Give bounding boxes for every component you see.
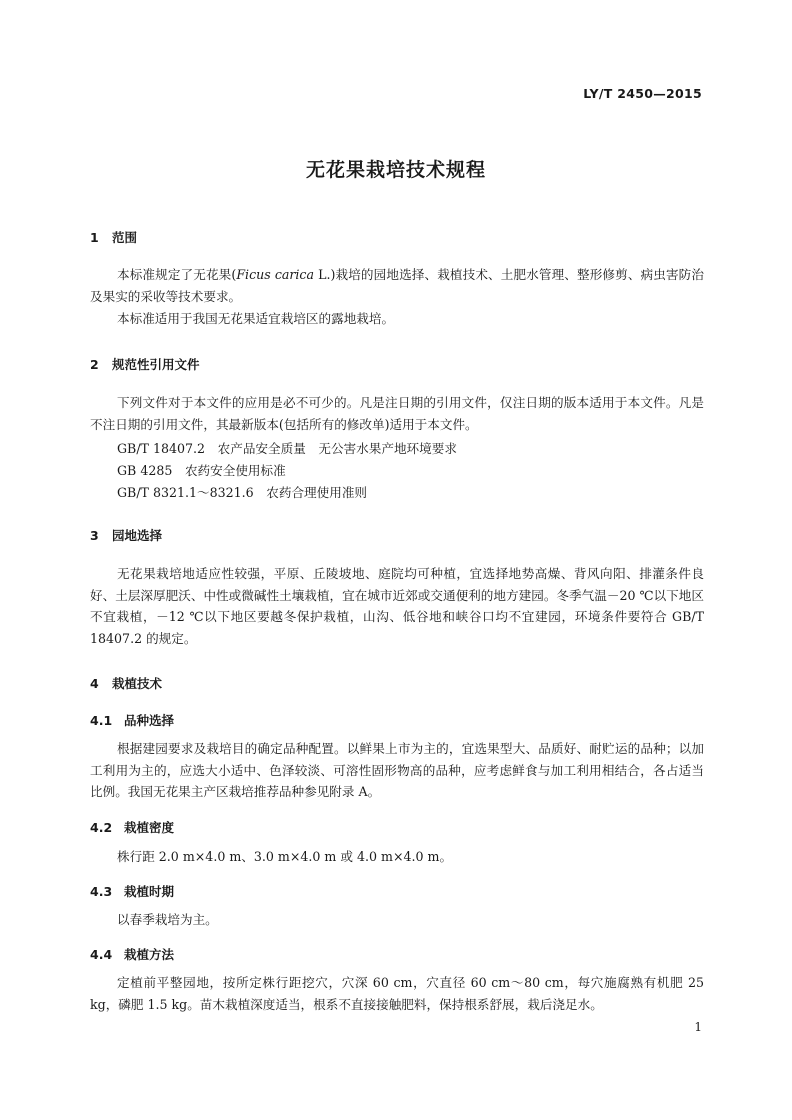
section-2-paragraph-1: 下列文件对于本文件的应用是必不可少的。凡是注日期的引用文件，仅注日期的版本适用于本文件。凡是不注日期的引用文件，其最新版本(包括所有的修改单)适用于本文件。 xyxy=(90,395,704,432)
section-3-heading xyxy=(90,526,162,544)
reference-item: GB 4285 农药安全使用标准 xyxy=(117,463,286,478)
subsection-title: 栽植密度 xyxy=(124,820,175,835)
section-3-paragraph-1: 无花果栽培地适应性较强，平原、丘陵坡地、庭院均可种植，宜选择地势高燥、背风向阳、排灌条件良好、土层深厚肥沃、中性或微碱性土壤栽植，宜在城市近郊或交通便利的地方建园。冬季气温－20 ℃以下地区不宜栽植，－12 ℃以下地区要越冬保护栽植，山沟、低谷地和峡谷口均不宜建园，环境条件要符合 GB/T 18407.2 的规定。 xyxy=(90,566,704,646)
text-run: 本标准规定了无花果( xyxy=(117,267,237,282)
subsection-number: 4.2 xyxy=(90,820,113,835)
section-4-number: 4 xyxy=(90,676,99,691)
section-3-number: 3 xyxy=(90,528,99,543)
document-title: 无花果栽培技术规程 xyxy=(305,159,486,181)
text-run: L.)栽培的园地选择、栽植技术、土肥水管理、整形修剪、病虫害防治及果实的采收等技术要求。 xyxy=(90,267,704,304)
section-1-title: 范围 xyxy=(112,230,138,245)
section-1-heading xyxy=(90,228,137,246)
section-1-number: 1 xyxy=(90,230,99,245)
subsection-4-2-paragraph: 株行距 2.0 m×4.0 m、3.0 m×4.0 m 或 4.0 m×4.0 m。 xyxy=(117,849,453,864)
section-3-title: 园地选择 xyxy=(112,528,163,543)
subsection-number: 4.3 xyxy=(90,884,113,899)
reference-item: GB/T 8321.1～8321.6 农药合理使用准则 xyxy=(117,485,368,500)
subsection-4-3-paragraph: 以春季栽培为主。 xyxy=(117,912,218,927)
reference-item: GB/T 18407.2 农产品安全质量 无公害水果产地环境要求 xyxy=(117,441,457,456)
section-4-heading xyxy=(90,674,162,692)
section-2-title: 规范性引用文件 xyxy=(112,357,200,372)
subsection-4-3-heading xyxy=(90,882,174,900)
subsection-title: 栽植时期 xyxy=(124,884,175,899)
section-1-paragraph-1 xyxy=(90,264,704,307)
section-2-number: 2 xyxy=(90,357,99,372)
section-4-title: 栽植技术 xyxy=(112,676,163,691)
subsection-number: 4.4 xyxy=(90,947,113,962)
subsection-4-4-paragraph: 定植前平整园地，按所定株行距挖穴，穴深 60 cm，穴直径 60 cm～80 cm，每穴施腐熟有机肥 25 kg，磷肥 1.5 kg。苗木栽植深度适当，根系不直接接触肥料，保持根系舒展，栽后浇足水。 xyxy=(90,975,704,1012)
section-1-paragraph-2: 本标准适用于我国无花果适宜栽培区的露地栽培。 xyxy=(117,311,395,326)
subsection-4-4-heading xyxy=(90,945,174,963)
latin-name: Ficus carica xyxy=(236,267,314,282)
subsection-number: 4.1 xyxy=(90,713,113,728)
section-2-heading xyxy=(90,355,200,373)
subsection-4-1-paragraph: 根据建园要求及栽培目的确定品种配置。以鲜果上市为主的，宜选果型大、品质好、耐贮运的品种；以加工利用为主的，应选大小适中、色泽较淡、可溶性固形物高的品种，应考虑鲜食与加工利用相结合，各占适当比例。我国无花果主产区栽培推荐品种参见附录 A。 xyxy=(90,741,704,799)
subsection-4-2-heading xyxy=(90,818,174,836)
standard-code: LY/T 2450—2015 xyxy=(583,86,702,101)
page-number: 1 xyxy=(694,1020,702,1034)
subsection-4-1-heading xyxy=(90,711,174,729)
subsection-title: 栽植方法 xyxy=(124,947,175,962)
subsection-title: 品种选择 xyxy=(124,713,175,728)
